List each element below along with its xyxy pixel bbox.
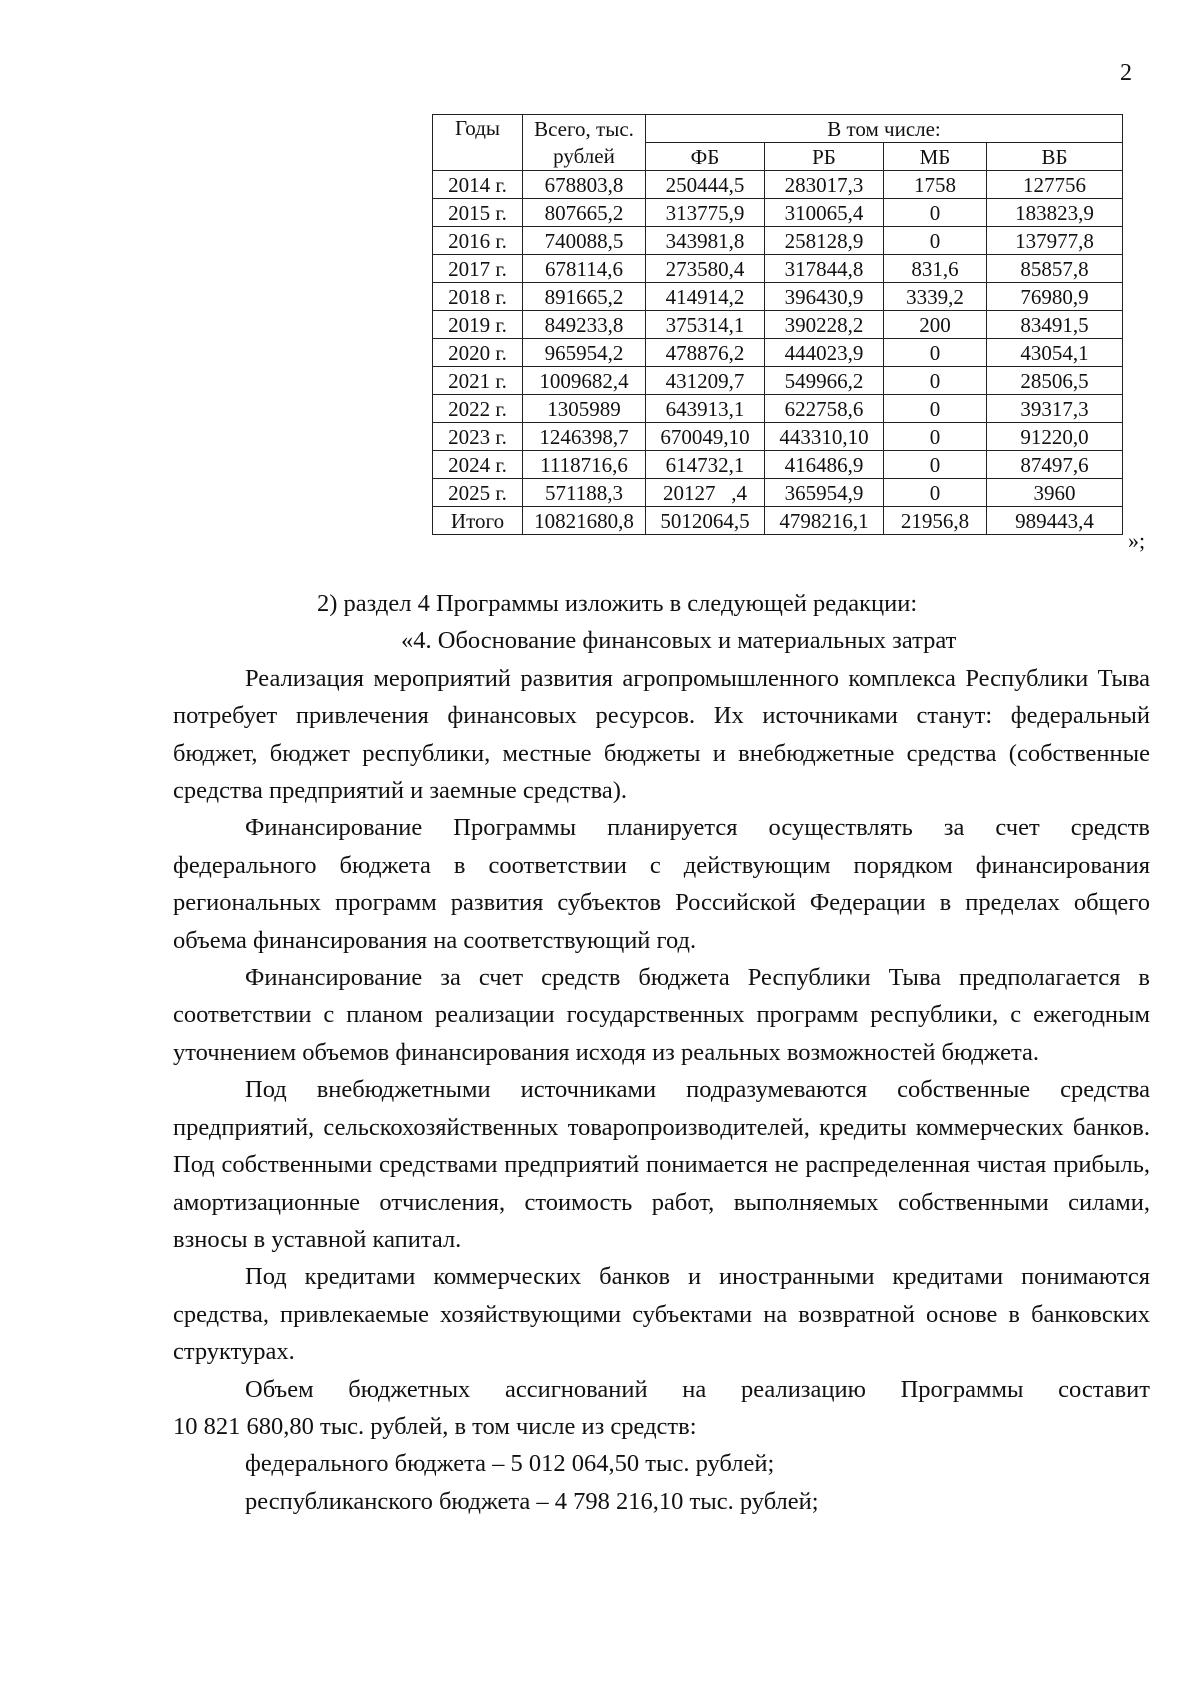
- cell-total: 1118716,6: [523, 451, 646, 479]
- cell-fb: 250444,5: [646, 171, 765, 199]
- cell-rb: 283017,3: [765, 171, 884, 199]
- table-row: [433, 283, 1123, 311]
- list-item-republican: республиканского бюджета – 4 798 216,10 тыс. рублей;: [245, 1487, 819, 1515]
- cell-fb: 343981,8: [646, 227, 765, 255]
- cell-vb: 91220,0: [987, 423, 1123, 451]
- table-header-row-2: [433, 143, 1123, 171]
- cell-mb: 200: [884, 311, 987, 339]
- header-total-line2: рублей: [523, 143, 646, 171]
- cell-year: 2020 г.: [433, 339, 523, 367]
- cell-mb: 0: [884, 367, 987, 395]
- document-body: [173, 585, 1150, 1520]
- cell-fb: 5012064,5: [646, 507, 765, 535]
- amendment-line: 2) раздел 4 Программы изложить в следующей редакции:: [317, 590, 918, 617]
- cell-total: 849233,8: [523, 311, 646, 339]
- cell-vb: 87497,6: [987, 451, 1123, 479]
- cell-mb: 0: [884, 395, 987, 423]
- cell-fb: 614732,1: [646, 451, 765, 479]
- cell-vb: 28506,5: [987, 367, 1123, 395]
- cell-year: 2018 г.: [433, 283, 523, 311]
- cell-mb: 0: [884, 339, 987, 367]
- header-including: В том числе:: [646, 115, 1123, 143]
- cell-fb: 313775,9: [646, 199, 765, 227]
- page-number: 2: [1120, 60, 1132, 86]
- cell-vb: 43054,1: [987, 339, 1123, 367]
- cell-mb: 0: [884, 479, 987, 507]
- table-row: [433, 507, 1123, 535]
- table-row: [433, 451, 1123, 479]
- cell-rb: 317844,8: [765, 255, 884, 283]
- list-item-federal: федерального бюджета – 5 012 064,50 тыс. рублей;: [245, 1450, 775, 1478]
- budget-table: [432, 114, 1123, 535]
- paragraph-1: Реализация мероприятий развития агропромышленного комплекса Республики Тыва потребует привлечения финансовых ресурсов. Их источниками станут: федеральный бюджет, бюджет республики, местные бюджеты и внебюджетные средства (собственные средства предприятий и заемные средства).: [173, 664, 1150, 805]
- total-paragraph-line1: Объем бюджетных ассигнований на реализацию Программы составит: [245, 1375, 1150, 1403]
- cell-fb: 670049,10: [646, 423, 765, 451]
- cell-vb: 989443,4: [987, 507, 1123, 535]
- total-paragraph-line2: 10 821 680,80 тыс. рублей, в том числе из средств:: [173, 1412, 697, 1440]
- cell-rb: 258128,9: [765, 227, 884, 255]
- cell-rb: 622758,6: [765, 395, 884, 423]
- closing-quote-mark: »;: [1128, 528, 1146, 553]
- cell-vb: 83491,5: [987, 311, 1123, 339]
- cell-year: 2025 г.: [433, 479, 523, 507]
- paragraph-5: Под кредитами коммерческих банков и иностранными кредитами понимаются средства, привлекаемые хозяйствующими субъектами на возвратной основе в банковских структурах.: [173, 1263, 1150, 1366]
- paragraph-4: Под внебюджетными источниками подразумеваются собственные средства предприятий, сельскохозяйственных товаропроизводителей, кредиты коммерческих банков. Под собственными средствами предприятий понимается не распределенная чистая прибыль, амортизационные отчисления, стоимость работ, выполняемых собственными силами, взносы в уставной капитал.: [173, 1076, 1150, 1253]
- cell-total: 678114,6: [523, 255, 646, 283]
- cell-mb: 3339,2: [884, 283, 987, 311]
- cell-mb: 21956,8: [884, 507, 987, 535]
- header-mb: МБ: [884, 143, 987, 171]
- cell-mb: 0: [884, 227, 987, 255]
- cell-total: 571188,3: [523, 479, 646, 507]
- cell-total: 740088,5: [523, 227, 646, 255]
- table-row: [433, 479, 1123, 507]
- header-total-line1: Всего, тыс.: [523, 115, 646, 143]
- header-fb: ФБ: [646, 143, 765, 171]
- cell-fb: 273580,4: [646, 255, 765, 283]
- cell-vb: 85857,8: [987, 255, 1123, 283]
- cell-year: 2016 г.: [433, 227, 523, 255]
- cell-mb: 1758: [884, 171, 987, 199]
- cell-year: 2017 г.: [433, 255, 523, 283]
- table-row: [433, 395, 1123, 423]
- table-row: [433, 311, 1123, 339]
- cell-vb: 3960: [987, 479, 1123, 507]
- cell-total: 678803,8: [523, 171, 646, 199]
- header-years: Годы: [433, 115, 523, 171]
- cell-rb: 365954,9: [765, 479, 884, 507]
- cell-vb: 127756: [987, 171, 1123, 199]
- cell-rb: 310065,4: [765, 199, 884, 227]
- cell-fb: 478876,2: [646, 339, 765, 367]
- cell-rb: 396430,9: [765, 283, 884, 311]
- paragraph-3: Финансирование за счет средств бюджета Республики Тыва предполагается в соответствии с планом реализации государственных программ республики, с ежегодным уточнением объемов финансирования исходя из реальных возможностей бюджета.: [173, 964, 1150, 1066]
- budget-table-container: [432, 114, 1122, 535]
- cell-fb: 414914,2: [646, 283, 765, 311]
- cell-year: 2019 г.: [433, 311, 523, 339]
- cell-mb: 0: [884, 451, 987, 479]
- cell-vb: 76980,9: [987, 283, 1123, 311]
- table-row: [433, 227, 1123, 255]
- cell-mb: 831,6: [884, 255, 987, 283]
- cell-year: 2024 г.: [433, 451, 523, 479]
- cell-year: Итого: [433, 507, 523, 535]
- cell-total: 965954,2: [523, 339, 646, 367]
- cell-rb: 416486,9: [765, 451, 884, 479]
- cell-total: 10821680,8: [523, 507, 646, 535]
- cell-rb: 4798216,1: [765, 507, 884, 535]
- table-row: [433, 171, 1123, 199]
- cell-rb: 390228,2: [765, 311, 884, 339]
- cell-total: 807665,2: [523, 199, 646, 227]
- table-row: [433, 367, 1123, 395]
- header-rb: РБ: [765, 143, 884, 171]
- cell-fb: 431209,7: [646, 367, 765, 395]
- section-heading: «4. Обоснование финансовых и материальных затрат: [401, 627, 957, 655]
- cell-total: 1246398,7: [523, 423, 646, 451]
- cell-mb: 0: [884, 423, 987, 451]
- cell-vb: 39317,3: [987, 395, 1123, 423]
- table-row: [433, 199, 1123, 227]
- table-row: [433, 339, 1123, 367]
- paragraph-2: Финансирование Программы планируется осуществлять за счет средств федерального бюджета в соответствии с действующим порядком финансирования региональных программ развития субъектов Российской Федерации в пределах общего объема финансирования на соответствующий год.: [173, 814, 1150, 954]
- cell-total: 891665,2: [523, 283, 646, 311]
- cell-year: 2022 г.: [433, 395, 523, 423]
- cell-mb: 0: [884, 199, 987, 227]
- table-header-row-1: [433, 115, 1123, 143]
- cell-fb: 643913,1: [646, 395, 765, 423]
- table-body: [433, 171, 1123, 535]
- header-vb: ВБ: [987, 143, 1123, 171]
- cell-total: 1305989: [523, 395, 646, 423]
- cell-fb: 375314,1: [646, 311, 765, 339]
- cell-vb: 137977,8: [987, 227, 1123, 255]
- table-row: [433, 255, 1123, 283]
- cell-year: 2021 г.: [433, 367, 523, 395]
- cell-vb: 183823,9: [987, 199, 1123, 227]
- cell-year: 2015 г.: [433, 199, 523, 227]
- cell-year: 2023 г.: [433, 423, 523, 451]
- cell-year: 2014 г.: [433, 171, 523, 199]
- table-row: [433, 423, 1123, 451]
- cell-total: 1009682,4: [523, 367, 646, 395]
- cell-fb: 20127 ,4: [646, 479, 765, 507]
- cell-rb: 443310,10: [765, 423, 884, 451]
- cell-rb: 444023,9: [765, 339, 884, 367]
- cell-rb: 549966,2: [765, 367, 884, 395]
